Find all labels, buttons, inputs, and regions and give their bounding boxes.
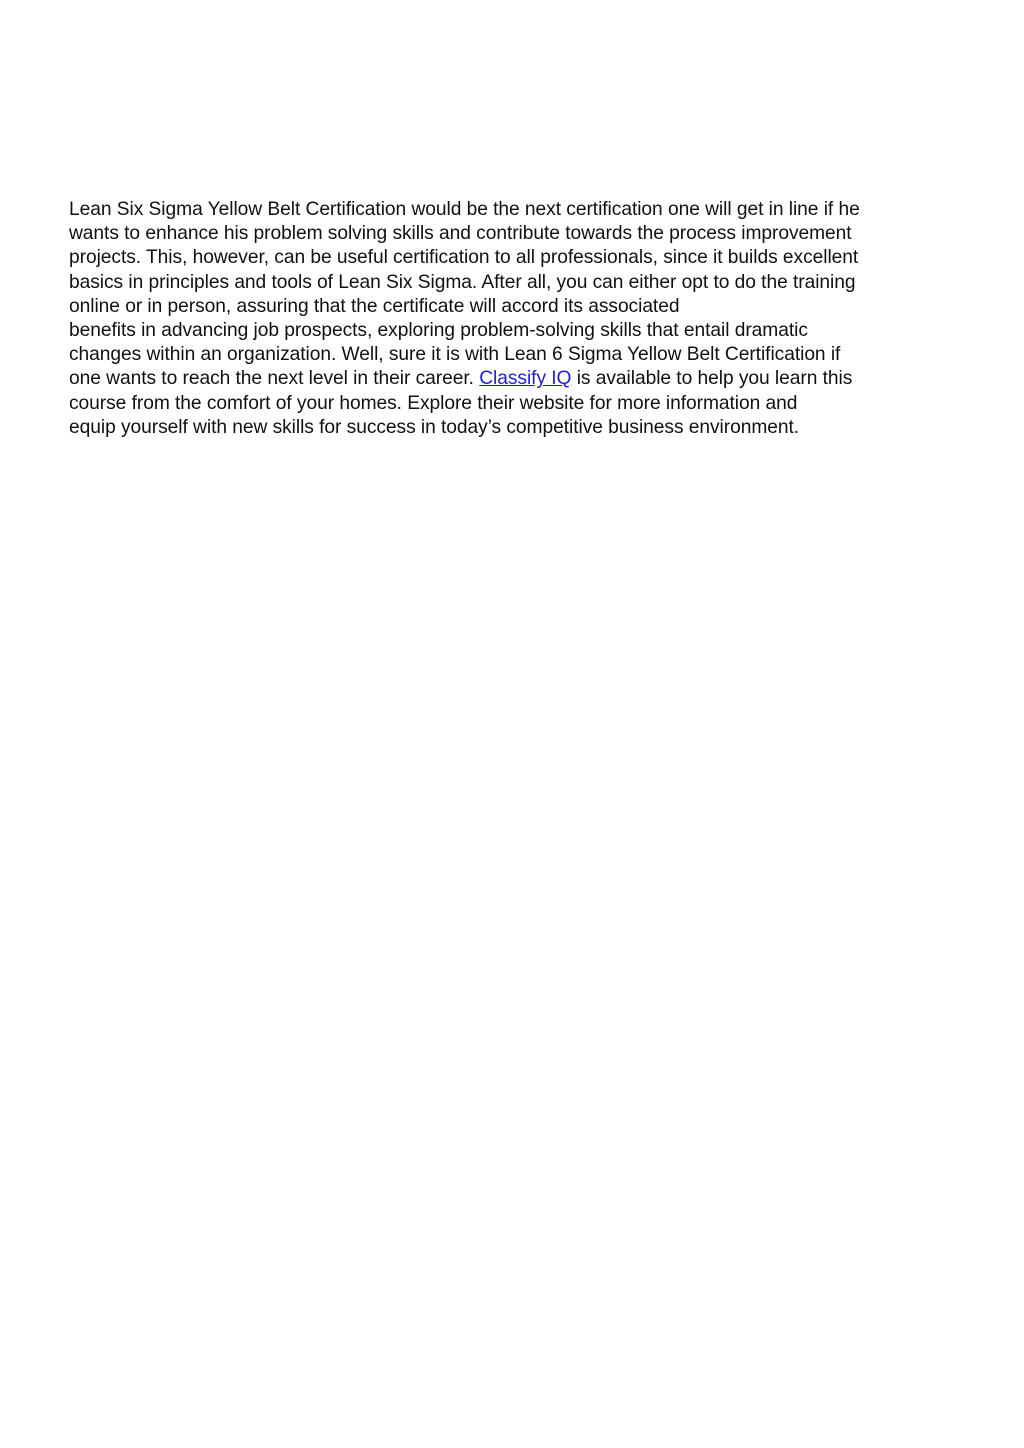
paragraph-line: changes within an organization. Well, sure it is with Lean 6 Sigma Yellow Belt Certification if bbox=[69, 344, 841, 366]
text-before-link: one wants to reach the next level in their career. bbox=[69, 368, 480, 390]
paragraph-line: Lean Six Sigma Yellow Belt Certification would be the next certification one will get in line if he bbox=[69, 199, 860, 220]
text-after-link: is available to help you learn this bbox=[571, 368, 853, 390]
classify-iq-link[interactable]: Classify IQ bbox=[479, 368, 572, 390]
body-paragraph bbox=[69, 198, 949, 440]
paragraph-line: course from the comfort of your homes. Explore their website for more information and bbox=[69, 392, 798, 414]
paragraph-line-with-link bbox=[69, 367, 949, 391]
paragraph-line: benefits in advancing job prospects, exploring problem-solving skills that entail dramatic bbox=[69, 319, 808, 341]
paragraph-line: online or in person, assuring that the certificate will accord its associated bbox=[69, 295, 680, 317]
paragraph-line: basics in principles and tools of Lean Six Sigma. After all, you can either opt to do the training bbox=[69, 271, 856, 293]
paragraph-line: projects. This, however, can be useful certification to all professionals, since it builds excellent bbox=[69, 247, 859, 269]
paragraph-line: equip yourself with new skills for success in today’s competitive business environment. bbox=[69, 416, 800, 438]
paragraph-line: wants to enhance his problem solving skills and contribute towards the process improvement bbox=[69, 223, 852, 245]
